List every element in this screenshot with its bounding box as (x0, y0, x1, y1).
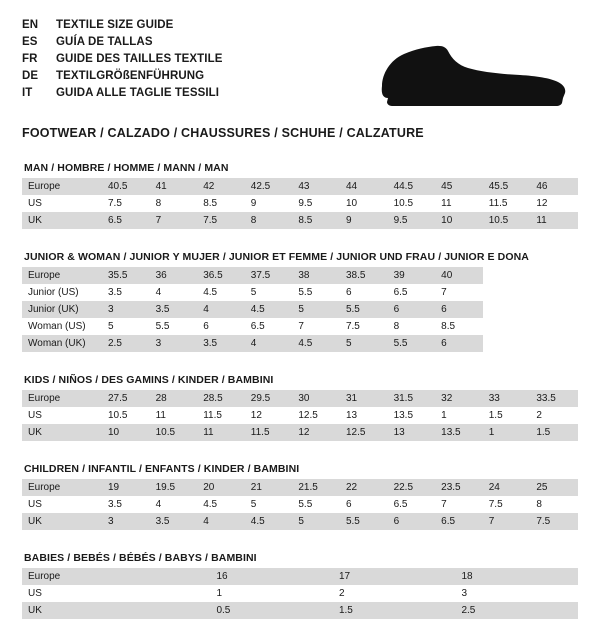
table-row (22, 585, 578, 602)
table-row (22, 195, 578, 212)
size-cell: 7 (150, 212, 198, 229)
size-cell (483, 284, 531, 301)
size-cell: 21 (245, 479, 293, 496)
table-row (22, 178, 578, 195)
size-cell: 9 (245, 195, 293, 212)
size-cell: 7 (435, 284, 483, 301)
size-cell: 9.5 (292, 195, 340, 212)
size-cell: 6 (435, 301, 483, 318)
size-cell (483, 301, 531, 318)
header (22, 16, 578, 110)
size-cell: 4 (150, 496, 198, 513)
size-cell: 3 (102, 513, 150, 530)
dress-shoe-icon (370, 30, 570, 110)
size-cell: 23.5 (435, 479, 483, 496)
language-title: GUÍA DE TALLAS (56, 36, 153, 48)
language-title: GUIDA ALLE TAGLIE TESSILI (56, 87, 220, 99)
size-cell: 8.5 (435, 318, 483, 335)
size-cell: 12.5 (292, 407, 340, 424)
size-cell: 38 (292, 267, 340, 284)
size-cell: 38.5 (340, 267, 388, 284)
size-cell: 5.5 (292, 284, 340, 301)
size-cell: 9.5 (388, 212, 436, 229)
size-cell: 7.5 (197, 212, 245, 229)
size-cell: 5.5 (340, 301, 388, 318)
language-row (22, 86, 223, 101)
size-cell: 6 (197, 318, 245, 335)
language-row (22, 52, 223, 67)
size-cell: 7 (292, 318, 340, 335)
size-section (22, 251, 578, 352)
row-label: UK (22, 513, 102, 530)
table-row (22, 424, 578, 441)
size-cell: 11 (435, 195, 483, 212)
size-cell: 37.5 (245, 267, 293, 284)
size-cell: 11.5 (245, 424, 293, 441)
size-cell: 6.5 (435, 513, 483, 530)
size-cell: 1 (210, 585, 333, 602)
size-cell: 3.5 (150, 301, 198, 318)
size-cell: 31 (340, 390, 388, 407)
language-row (22, 18, 223, 33)
size-cell: 22.5 (388, 479, 436, 496)
size-cell: 5 (245, 284, 293, 301)
row-label: US (22, 496, 102, 513)
size-section (22, 463, 578, 530)
size-cell: 5 (292, 301, 340, 318)
size-cell: 2.5 (102, 335, 150, 352)
size-cell: 11 (530, 212, 578, 229)
section-title: BABIES / BEBÉS / BÉBÉS / BABYS / BAMBINI (24, 552, 257, 564)
size-cell: 22 (340, 479, 388, 496)
size-cell (530, 318, 578, 335)
size-cell: 2.5 (455, 602, 578, 619)
size-cell: 6.5 (388, 496, 436, 513)
row-label: Junior (UK) (22, 301, 102, 318)
size-cell: 31.5 (388, 390, 436, 407)
language-code: DE (22, 70, 39, 82)
size-cell: 7.5 (530, 513, 578, 530)
size-cell: 39 (388, 267, 436, 284)
row-label: Woman (US) (22, 318, 102, 335)
size-cell: 1 (435, 407, 483, 424)
size-cell: 45 (435, 178, 483, 195)
size-cell: 3.5 (102, 496, 150, 513)
table-row (22, 335, 578, 352)
language-row (22, 69, 223, 84)
section-title: CHILDREN / INFANTIL / ENFANTS / KINDER / BAMBINI (24, 463, 300, 475)
size-cell: 9 (340, 212, 388, 229)
size-cell: 12 (245, 407, 293, 424)
language-code: FR (22, 53, 38, 65)
size-cell: 8 (530, 496, 578, 513)
size-cell: 27.5 (102, 390, 150, 407)
table-row (22, 318, 578, 335)
language-title: TEXTILGRÖßENFÜHRUNG (56, 70, 205, 82)
size-cell: 4.5 (245, 513, 293, 530)
size-cell: 42 (197, 178, 245, 195)
size-cell: 33.5 (530, 390, 578, 407)
size-section (22, 162, 578, 229)
section-title: JUNIOR & WOMAN / JUNIOR Y MUJER / JUNIOR ET FEMME / JUNIOR UND FRAU / JUNIOR E DONA (24, 251, 529, 263)
size-table (22, 390, 578, 441)
row-label: US (22, 195, 102, 212)
footwear-title: FOOTWEAR / CALZADO / CHAUSSURES / SCHUHE / CALZATURE (22, 126, 424, 140)
size-cell: 42.5 (245, 178, 293, 195)
size-cell: 33 (483, 390, 531, 407)
size-cell: 10 (340, 195, 388, 212)
size-cell: 29.5 (245, 390, 293, 407)
language-row (22, 35, 223, 50)
row-label: US (22, 585, 210, 602)
size-cell: 28.5 (197, 390, 245, 407)
size-cell: 1.5 (483, 407, 531, 424)
size-table (22, 568, 578, 619)
size-cell (530, 335, 578, 352)
size-cell: 12.5 (340, 424, 388, 441)
size-cell: 4 (150, 284, 198, 301)
row-label: Europe (22, 390, 102, 407)
size-cell: 10 (435, 212, 483, 229)
size-cell: 8 (245, 212, 293, 229)
size-cell: 2 (333, 585, 456, 602)
size-cell: 8.5 (197, 195, 245, 212)
size-cell: 3 (102, 301, 150, 318)
size-cell: 7 (435, 496, 483, 513)
size-cell: 5 (102, 318, 150, 335)
size-cell: 1 (483, 424, 531, 441)
size-cell: 5.5 (150, 318, 198, 335)
size-cell: 5.5 (340, 513, 388, 530)
size-cell: 32 (435, 390, 483, 407)
size-cell: 4 (245, 335, 293, 352)
size-cell: 45.5 (483, 178, 531, 195)
size-cell: 19.5 (150, 479, 198, 496)
size-cell: 12 (530, 195, 578, 212)
size-section (22, 374, 578, 441)
size-cell: 4.5 (245, 301, 293, 318)
size-cell: 10 (102, 424, 150, 441)
size-cell: 24 (483, 479, 531, 496)
size-cell: 7 (483, 513, 531, 530)
size-cell: 12 (292, 424, 340, 441)
size-table (22, 178, 578, 229)
row-label: Junior (US) (22, 284, 102, 301)
size-cell: 11 (197, 424, 245, 441)
size-cell (483, 335, 531, 352)
size-cell (530, 301, 578, 318)
size-cell: 7.5 (102, 195, 150, 212)
language-code: ES (22, 36, 38, 48)
size-cell: 3 (455, 585, 578, 602)
table-row (22, 301, 578, 318)
size-cell (530, 267, 578, 284)
size-cell (483, 267, 531, 284)
row-label: Woman (UK) (22, 335, 102, 352)
row-label: UK (22, 212, 102, 229)
language-title: TEXTILE SIZE GUIDE (56, 19, 174, 31)
size-cell: 6.5 (102, 212, 150, 229)
size-table (22, 479, 578, 530)
row-label: UK (22, 602, 210, 619)
size-cell: 13.5 (388, 407, 436, 424)
size-cell: 8 (388, 318, 436, 335)
size-cell: 6.5 (245, 318, 293, 335)
size-cell: 21.5 (292, 479, 340, 496)
table-row (22, 479, 578, 496)
size-cell: 10.5 (150, 424, 198, 441)
table-row (22, 390, 578, 407)
size-cell: 10.5 (102, 407, 150, 424)
table-row (22, 568, 578, 585)
size-cell: 10.5 (483, 212, 531, 229)
section-title: MAN / HOMBRE / HOMME / MANN / MAN (24, 162, 229, 174)
size-cell: 5 (292, 513, 340, 530)
size-cell: 30 (292, 390, 340, 407)
row-label: UK (22, 424, 102, 441)
size-cell: 43 (292, 178, 340, 195)
size-cell: 4 (197, 301, 245, 318)
size-cell: 36.5 (197, 267, 245, 284)
size-cell (483, 318, 531, 335)
row-label: Europe (22, 568, 210, 585)
size-cell: 5.5 (292, 496, 340, 513)
size-cell: 7.5 (483, 496, 531, 513)
size-cell: 18 (455, 568, 578, 585)
size-cell: 8 (150, 195, 198, 212)
size-cell: 13 (388, 424, 436, 441)
size-cell: 6.5 (388, 284, 436, 301)
row-label: Europe (22, 479, 102, 496)
size-cell: 6 (388, 301, 436, 318)
size-cell: 46 (530, 178, 578, 195)
table-row (22, 513, 578, 530)
size-cell: 41 (150, 178, 198, 195)
size-cell: 6 (435, 335, 483, 352)
size-cell: 11.5 (483, 195, 531, 212)
size-cell: 11.5 (197, 407, 245, 424)
size-cell: 3.5 (102, 284, 150, 301)
size-cell: 6 (340, 284, 388, 301)
size-cell: 4.5 (197, 284, 245, 301)
table-row (22, 407, 578, 424)
language-code: EN (22, 19, 39, 31)
size-cell: 3.5 (150, 513, 198, 530)
size-cell: 13 (340, 407, 388, 424)
size-cell: 44.5 (388, 178, 436, 195)
table-row (22, 284, 578, 301)
size-cell: 13.5 (435, 424, 483, 441)
table-row (22, 602, 578, 619)
row-label: Europe (22, 178, 102, 195)
size-cell: 17 (333, 568, 456, 585)
size-cell: 40.5 (102, 178, 150, 195)
size-cell: 35.5 (102, 267, 150, 284)
table-row (22, 496, 578, 513)
size-cell: 44 (340, 178, 388, 195)
size-cell: 16 (210, 568, 333, 585)
size-cell: 7.5 (340, 318, 388, 335)
size-cell: 1.5 (333, 602, 456, 619)
size-cell: 28 (150, 390, 198, 407)
size-cell (530, 284, 578, 301)
size-cell: 5.5 (388, 335, 436, 352)
size-cell: 25 (530, 479, 578, 496)
row-label: Europe (22, 267, 102, 284)
size-cell: 6 (340, 496, 388, 513)
size-table (22, 267, 578, 352)
size-cell: 5 (245, 496, 293, 513)
language-title: GUIDE DES TAILLES TEXTILE (56, 53, 223, 65)
size-cell: 4 (197, 513, 245, 530)
row-label: US (22, 407, 102, 424)
table-row (22, 267, 578, 284)
size-cell: 3 (150, 335, 198, 352)
size-cell: 1.5 (530, 424, 578, 441)
size-cell: 4.5 (292, 335, 340, 352)
size-cell: 5 (340, 335, 388, 352)
size-cell: 10.5 (388, 195, 436, 212)
table-row (22, 212, 578, 229)
size-cell: 11 (150, 407, 198, 424)
size-cell: 3.5 (197, 335, 245, 352)
size-cell: 2 (530, 407, 578, 424)
size-cell: 4.5 (197, 496, 245, 513)
size-cell: 6 (388, 513, 436, 530)
size-cell: 36 (150, 267, 198, 284)
language-code: IT (22, 87, 33, 99)
size-cell: 20 (197, 479, 245, 496)
language-list (22, 16, 223, 101)
size-cell: 0.5 (210, 602, 333, 619)
size-tables (22, 162, 578, 619)
size-cell: 40 (435, 267, 483, 284)
section-title: KIDS / NIÑOS / DES GAMINS / KINDER / BAMBINI (24, 374, 274, 386)
size-cell: 19 (102, 479, 150, 496)
size-cell: 8.5 (292, 212, 340, 229)
size-section (22, 552, 578, 619)
